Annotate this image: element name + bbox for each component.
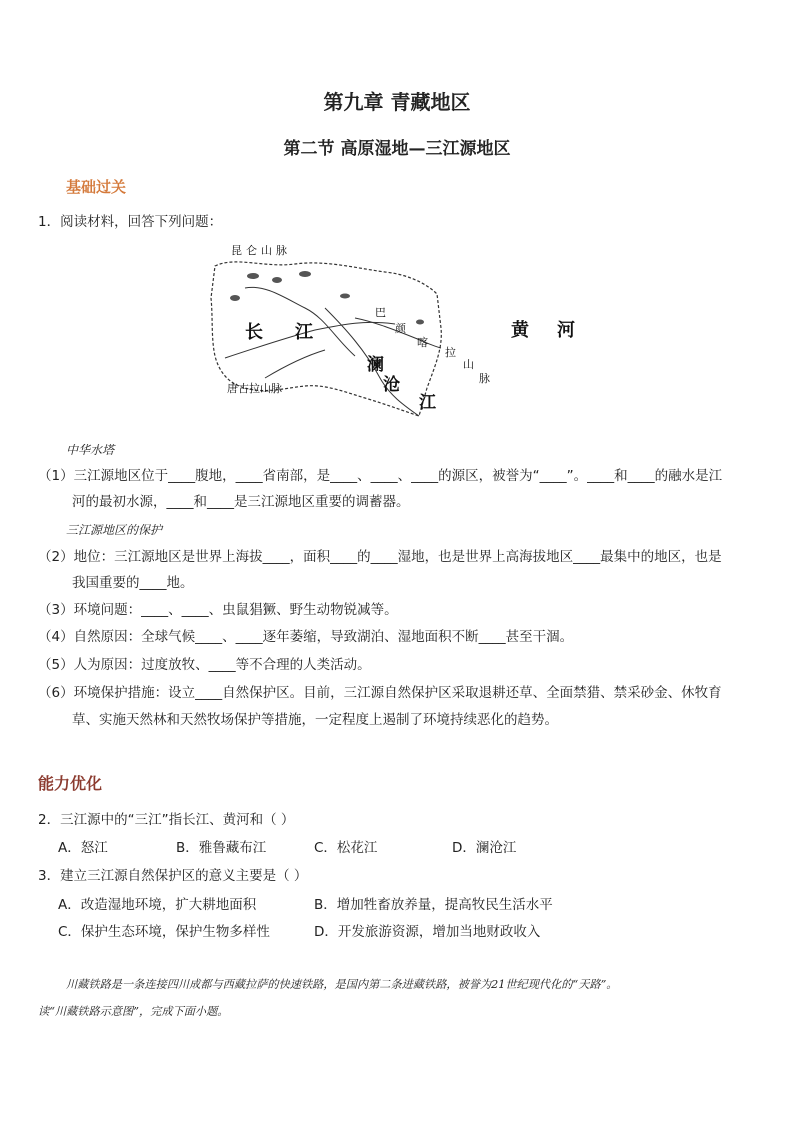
q1-item-3: （3）环境问题：____、____、虫鼠猖獗、野生动物锐减等。: [38, 602, 398, 618]
passage-line-1: 川藏铁路是一条连接四川成都与西藏拉萨的快速铁路，是国内第二条进藏铁路，被誉为21世纪现代化的“天路”。: [66, 978, 618, 991]
q1-item-2-line-1: （2）地位：三江源地区是世界上海拔____，面积____的____湿地，也是世界上高海拔地区____最集中的地区，也是: [38, 549, 722, 565]
q1-item-4: （4）自然原因：全球气候____、____逐年萎缩，导致湖泊、湿地面积不断____甚至干涸。: [38, 629, 574, 645]
q3-option-b: B．增加牲畜放养量，提高牧民生活水平: [314, 897, 553, 913]
map-label-tanggula: 唐古拉山脉: [227, 382, 282, 395]
section-title: 第二节 高原湿地—三江源地区: [283, 139, 511, 159]
q1-item-5: （5）人为原因：过度放牧、____等不合理的人类活动。: [38, 657, 371, 673]
q2-option-c: C．松花江: [314, 840, 378, 856]
q1-item-2-line-2: 我国重要的____地。: [72, 575, 194, 591]
sub-heading-protection: 三江源地区的保护: [66, 523, 163, 537]
q2-option-a: A．怒江: [58, 840, 108, 856]
q3-option-a: A．改造湿地环境，扩大耕地面积: [58, 897, 257, 913]
map-label-shan: 山: [463, 358, 474, 371]
passage-line-2: 读“川藏铁路示意图”，完成下面小题。: [38, 1005, 229, 1018]
q1-item-1-line-1: （1）三江源地区位于____腹地，____省南部，是____、____、____的源区，被誉为“____”。____和____的融水是江: [38, 468, 723, 484]
map-label-huanghe-1: 黄: [511, 320, 529, 341]
sanjiangyuan-map: [205, 238, 575, 428]
map-label-yan: 颜: [395, 322, 406, 335]
q2-option-d: D．澜沧江: [452, 840, 517, 856]
map-label-changjiang-2: 江: [295, 322, 313, 343]
sub-heading-water-tower: 中华水塔: [66, 443, 115, 457]
section-heading-ability: 能力优化: [38, 774, 103, 793]
map-label-lancang-1: 澜: [367, 355, 384, 375]
map-label-lancang-2: 沧: [383, 375, 400, 395]
q2-prompt: 2．三江源中的“三江”指长江、黄河和（ ）: [38, 812, 295, 828]
q3-option-c: C．保护生态环境，保护生物多样性: [58, 924, 270, 940]
map-label-huanghe-2: 河: [557, 320, 575, 341]
q1-prompt: 1．阅读材料，回答下列问题：: [38, 214, 223, 230]
map-label-la: 拉: [445, 346, 456, 359]
map-label-changjiang-1: 长: [245, 322, 263, 343]
map-label-lancang-3: 江: [419, 393, 436, 413]
q1-item-6-line-1: （6）环境保护措施：设立____自然保护区。目前，三江源自然保护区采取退耕还草、全面禁猎、禁采砂金、休牧育: [38, 685, 722, 701]
map-label-ba: 巴: [375, 306, 386, 319]
q3-prompt: 3．建立三江源自然保护区的意义主要是（ ）: [38, 868, 308, 884]
q1-item-1-line-2: 河的最初水源，____和____是三江源地区重要的调蓄器。: [72, 494, 410, 510]
map-label-ka: 喀: [417, 336, 428, 349]
map-drawing: [205, 238, 447, 428]
q1-item-6-line-2: 草、实施天然林和天然牧场保护等措施，一定程度上遏制了环境持续恶化的趋势。: [72, 712, 558, 728]
map-label-mai: 脉: [479, 372, 490, 385]
q3-option-d: D．开发旅游资源，增加当地财政收入: [314, 924, 541, 940]
q2-option-b: B．雅鲁藏布江: [176, 840, 267, 856]
chapter-title: 第九章 青藏地区: [323, 90, 471, 114]
section-heading-basic: 基础过关: [66, 178, 127, 196]
map-label-kunlun: 昆仑山脉: [231, 244, 291, 257]
